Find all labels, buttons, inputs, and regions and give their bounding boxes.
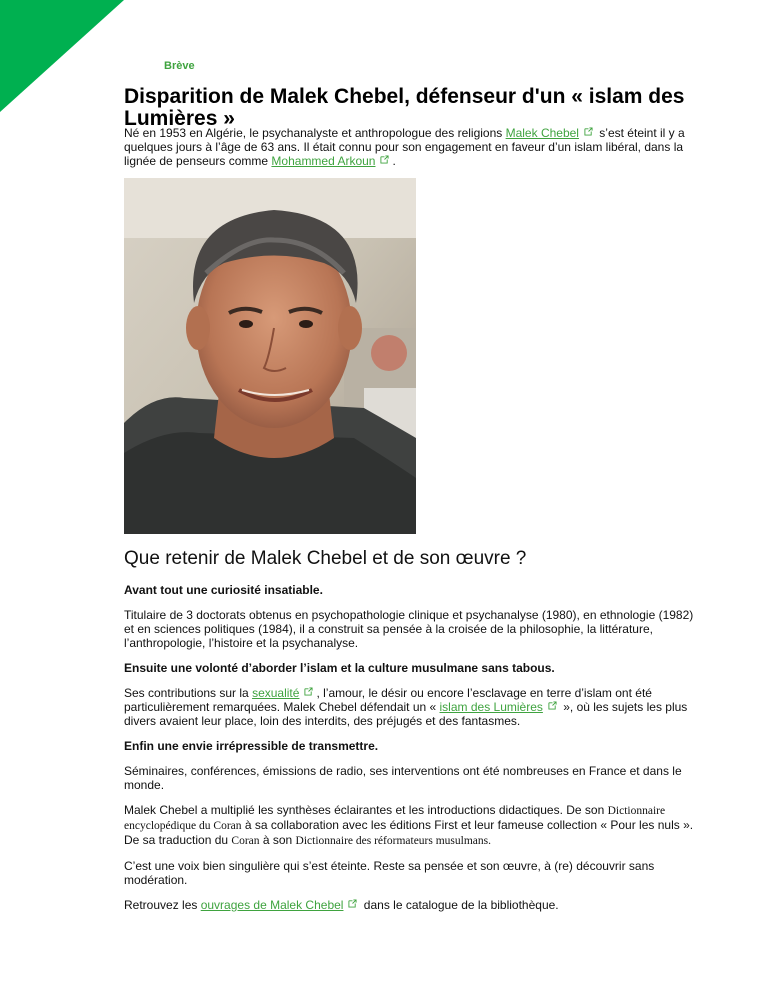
link-mohammed-arkoun[interactable]: Mohammed Arkoun <box>271 154 376 168</box>
book-title: Dictionnaire des réformateurs musulmans. <box>295 835 491 847</box>
link-ouvrages[interactable]: ouvrages de Malek Chebel <box>200 898 344 912</box>
lead-text: . <box>392 154 396 168</box>
paragraph-conclusion: C’est une voix bien singulière qui s’est éteinte. Reste sa pensée et son œuvre, à (re) découvrir sans modération. <box>124 859 655 887</box>
corner-decoration <box>0 0 124 112</box>
section-title: Que retenir de Malek Chebel et de son œuvre ? <box>124 548 527 569</box>
page-title: Disparition de Malek Chebel, défenseur d'un « islam des Lumières » <box>124 85 685 130</box>
paragraph-syntheses: Malek Chebel a multiplié les synthèses éclairantes et les introductions didactiques. De son Dictionnaire encyclopédique du Coran à sa collaboration avec les éditions First et leur fameuse collection « Pour les nuls ». De sa traduction du Coran à son Dictionnaire des réformateurs musulmans. <box>124 803 694 847</box>
paragraph-doctorates: Titulaire de 3 doctorats obtenus en psychopathologie clinique et psychanalyse (1980), en ethnologie (1982) et en sciences politiques (1984), il a construit sa pensée à la croisée de la philosophie, la littérature, l’anthropologie, l’histoire et la psychanalyse. <box>124 608 694 650</box>
lead-paragraph <box>124 126 704 168</box>
link-islam-des-lumieres[interactable]: islam des Lumières <box>439 700 543 714</box>
subheading-transmit: Enfin une envie irrépressible de transmettre. <box>124 739 379 753</box>
paragraph-contributions: Ses contributions sur la sexualité , l’amour, le désir ou encore l’esclavage en terre d’islam ont été particulièrement remarquées. Malek Chebel défendait un « islam des Lumières », où les sujets les plus divers avaient leur place, loin des interdits, des préjugés et des fantasmes. <box>124 686 688 728</box>
subheading-curiosity: Avant tout une curiosité insatiable. <box>124 583 323 597</box>
external-link-icon <box>348 899 357 908</box>
external-link-icon <box>304 687 313 696</box>
external-link-icon <box>584 127 593 136</box>
book-title: Coran <box>231 835 260 847</box>
link-malek-chebel[interactable]: Malek Chebel <box>505 126 579 140</box>
external-link-icon <box>548 701 557 710</box>
lead-text: Né en 1953 en Algérie, le psychanalyste et anthropologue des religions <box>124 126 506 140</box>
external-link-icon <box>380 155 389 164</box>
lead-text: s’est éteint il y a quelques jours à l’âge de 63 ans. Il était connu pour son engagement en faveur d’un islam libéral, dans la lignée de penseurs comme <box>124 126 685 168</box>
paragraph-catalogue: Retrouvez les ouvrages de Malek Chebel dans le catalogue de la bibliothèque. <box>124 898 559 912</box>
paragraph-seminars: Séminaires, conférences, émissions de radio, ses interventions ont été nombreuses en France et dans le monde. <box>124 764 682 792</box>
category-tag: Brève <box>164 60 195 72</box>
link-sexualite[interactable]: sexualité <box>252 686 300 700</box>
book-title: Dictionnaire encyclopédique du Coran <box>124 805 666 832</box>
subheading-islam: Ensuite une volonté d’aborder l’islam et la culture musulmane sans tabous. <box>124 661 555 675</box>
article-body <box>124 583 704 923</box>
portrait-photo <box>124 178 416 534</box>
